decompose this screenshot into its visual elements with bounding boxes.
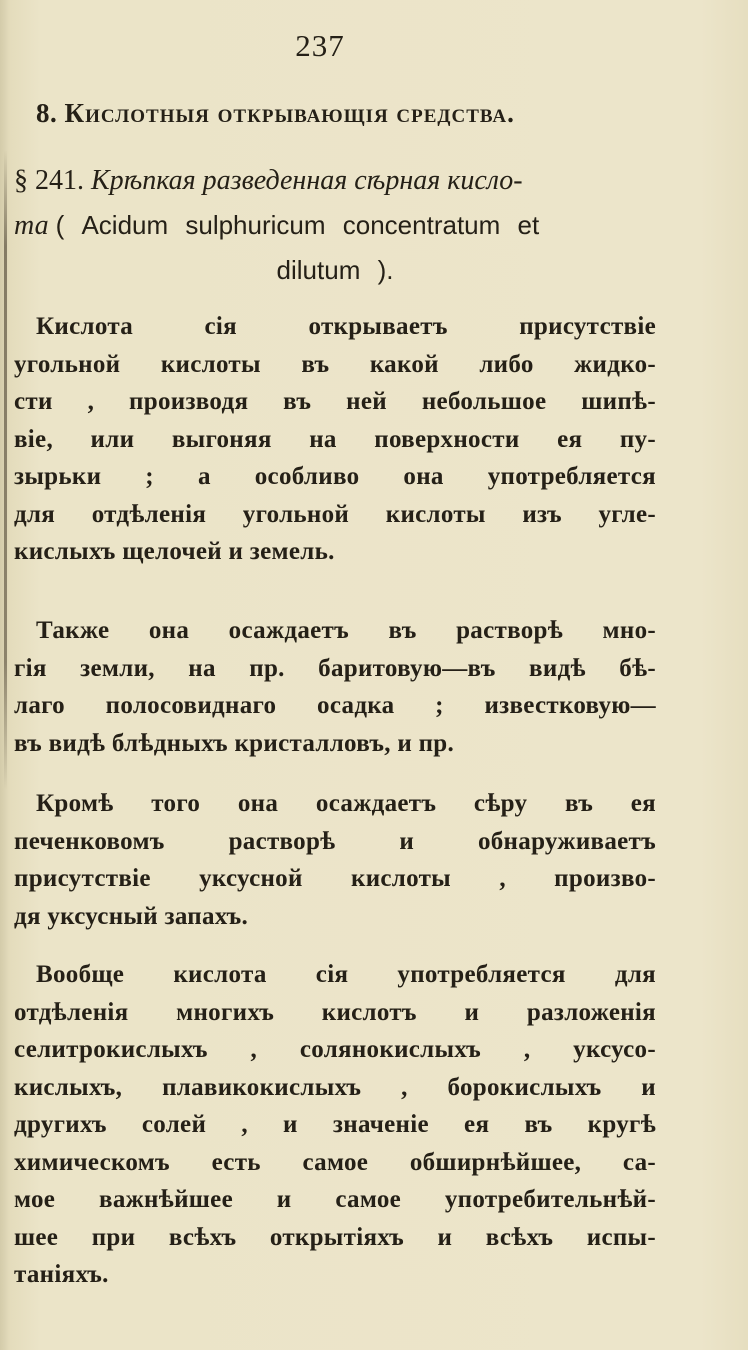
paragraph-line: Кромѣ того она осаждаетъ сѣру въ ея <box>36 790 656 817</box>
paragraph-line: сти , производя въ ней небольшое шипѣ- <box>14 388 656 415</box>
paragraph-line: кислыхъ щелочей и земель. <box>14 538 335 565</box>
paragraph-line: Вообще кислота сія употребляется для <box>36 961 656 988</box>
paragraph-line: въ видѣ блѣдныхъ кристалловъ, и пр. <box>14 729 455 757</box>
article-title-line-3 <box>14 248 656 293</box>
paragraph-line: Также она осаждаетъ въ растворѣ мно- <box>36 617 656 644</box>
paragraph-line: селитрокислыхъ , солянокислыхъ , уксусо- <box>14 1036 656 1063</box>
paragraph-line: химическомъ есть самое обширнѣйшее, са- <box>14 1148 656 1176</box>
section-heading <box>36 98 515 129</box>
page-number: 237 <box>295 28 345 63</box>
article-number: § 241. <box>14 165 84 196</box>
paragraph-4 <box>14 956 656 1294</box>
paragraph-line: другихъ солей , и значеніе ея въ кругѣ <box>14 1111 656 1138</box>
paragraph-line: зырьки ; а особливо она употребляется <box>14 463 656 490</box>
paragraph-line: таніяхъ. <box>14 1261 109 1288</box>
article-title-latin-1: ( Acidum sulphuricum concentratum et <box>55 210 540 240</box>
article-title <box>14 158 656 293</box>
paragraph-line: печенковомъ растворѣ и обнаруживаетъ <box>14 827 656 855</box>
paragraph-line: для отдѣленія угольной кислоты изъ угле- <box>14 500 656 528</box>
paragraph-line: кислыхъ, плавикокислыхъ , борокислыхъ и <box>14 1073 656 1101</box>
paragraph-line: лаго полосовиднаго осадка ; известковую— <box>14 692 656 719</box>
paragraph-2 <box>14 612 656 762</box>
section-title: Кислотныя открывающія средства. <box>64 98 515 128</box>
paragraph-line: гія земли, на пр. баритовую—въ видѣ бѣ- <box>14 654 656 682</box>
binding-edge <box>4 150 7 790</box>
paragraph-line: присутствіе уксусной кислоты , произво- <box>14 865 656 892</box>
article-title-latin-2: dilutum ). <box>276 255 394 285</box>
article-title-russian-2: та <box>14 210 49 241</box>
article-title-line-2 <box>14 203 656 248</box>
paragraph-line: дя уксусный запахъ. <box>14 902 249 930</box>
article-title-russian-1: Крѣпкая разведенная сѣрная кисло- <box>91 165 523 196</box>
paragraph-1 <box>14 308 656 571</box>
paragraph-line: отдѣленія многихъ кислотъ и разложенія <box>14 998 656 1026</box>
article-title-line-1 <box>14 158 656 203</box>
paragraph-line: Кислота сія открываетъ присутствіе <box>36 313 656 340</box>
paragraph-line: мое важнѣйшее и самое употребительнѣй- <box>14 1186 656 1213</box>
paragraph-line: віе, или выгоняя на поверхности ея пу- <box>14 425 656 453</box>
paragraph-3 <box>14 785 656 935</box>
section-number: 8. <box>36 98 58 128</box>
paragraph-line: шее при всѣхъ открытіяхъ и всѣхъ испы- <box>14 1223 656 1251</box>
paragraph-line: угольной кислоты въ какой либо жидко- <box>14 350 656 378</box>
